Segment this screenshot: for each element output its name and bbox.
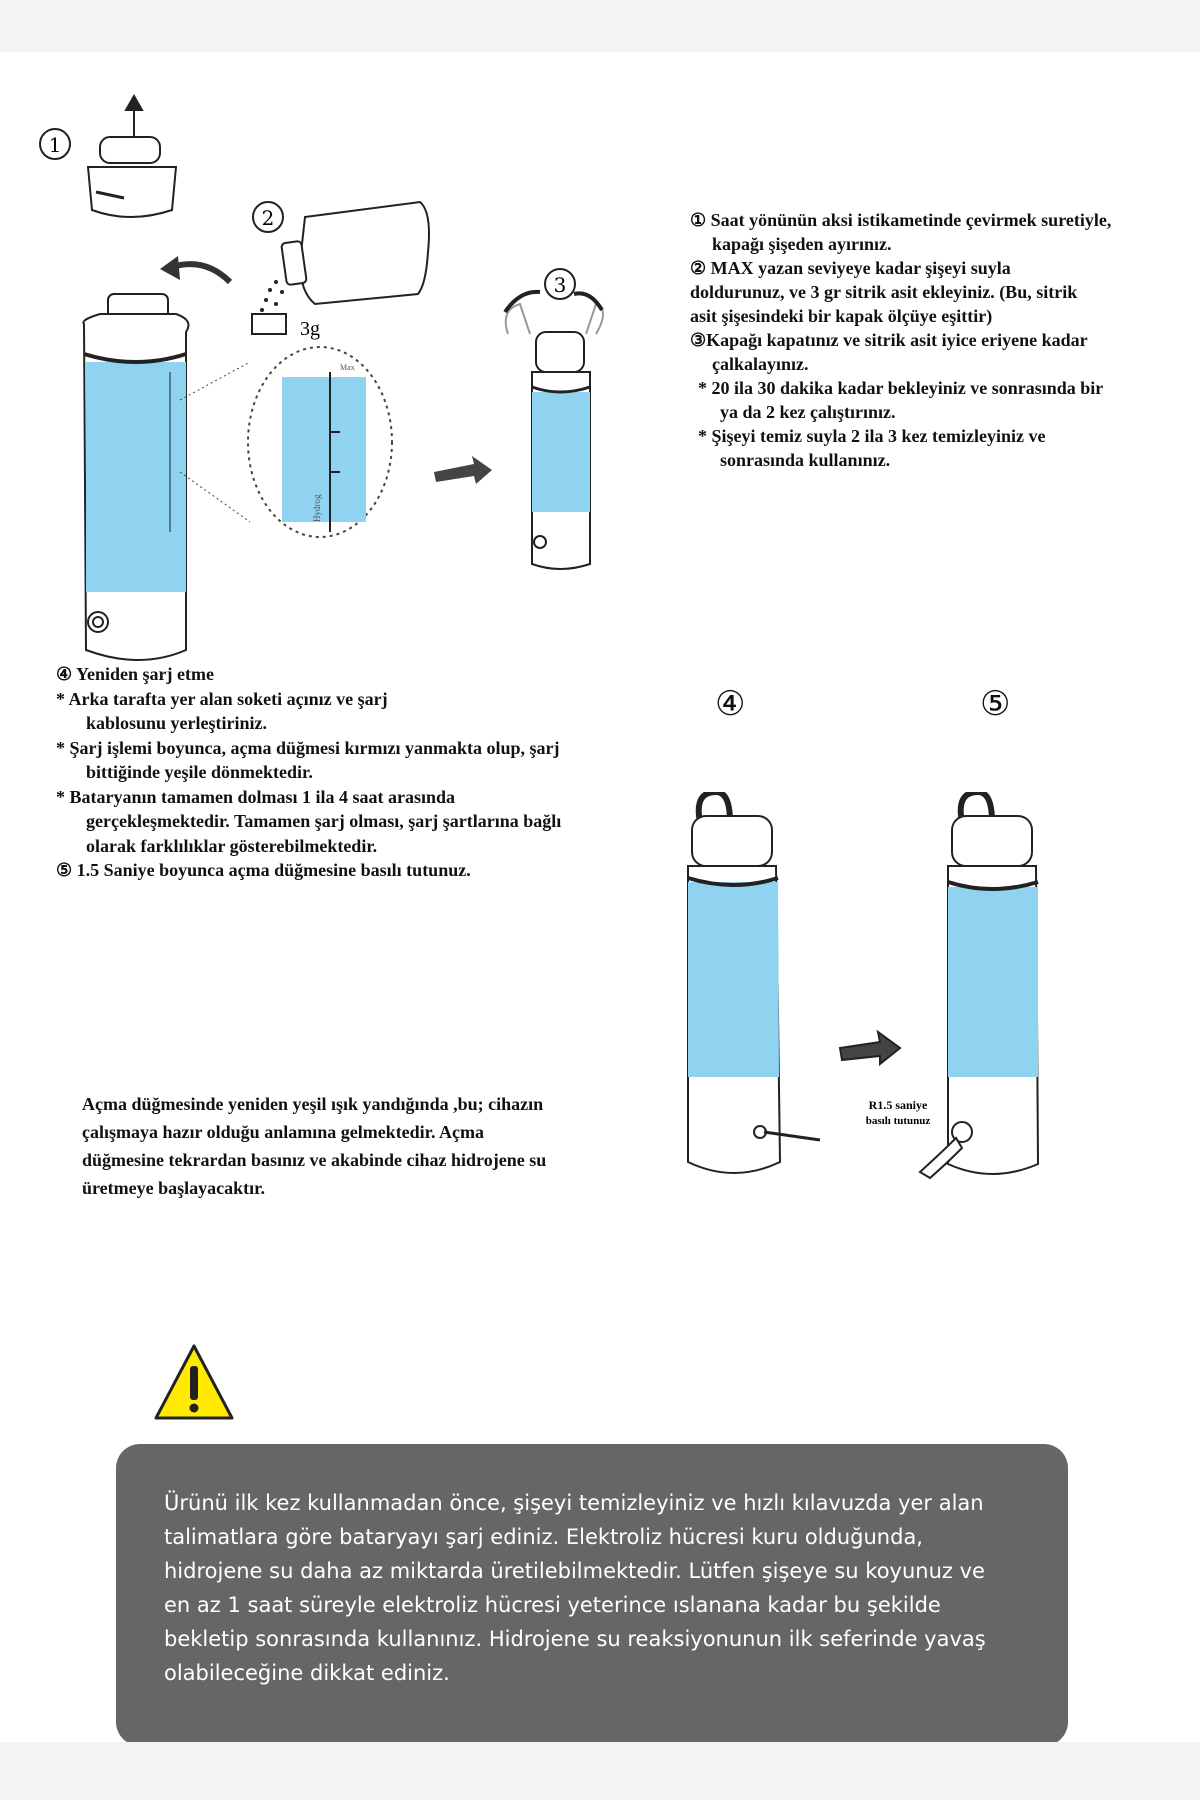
step-5-marker: ⑤ (980, 684, 1011, 724)
bottle-large-icon (83, 294, 188, 660)
cleaning-steps-illustration (0, 52, 680, 662)
instruction-line: asit şişesindeki bir kapak ölçüye eşittir) (690, 306, 993, 326)
warning-line: bekletip sonrasında kullanınız. Hidrojene su reaksiyonunun ilk seferinde yavaş (164, 1627, 986, 1651)
instruction-line: çalkalayınız. (712, 354, 809, 374)
charging-line: * Şarj işlemi boyunca, açma düğmesi kırmızı yanmakta olup, şarj (56, 737, 560, 758)
warning-line: olabileceğine dikkat ediniz. (164, 1661, 450, 1685)
cap-icon (88, 96, 176, 217)
charging-line: ④ Yeniden şarj etme (56, 664, 214, 684)
step-4-marker: ④ (715, 684, 746, 724)
water-level-zoom (282, 377, 366, 522)
warning-line: hidrojene su daha az miktarda üretilebilmektedir. Lütfen şişeye su koyunuz ve (164, 1559, 985, 1583)
instruction-line: ya da 2 kez çalıştırınız. (720, 402, 896, 422)
warning-box (116, 1444, 1068, 1746)
ready-line: Açma düğmesinde yeniden yeşil ışık yandığında ,bu; cihazın (82, 1094, 544, 1114)
charging-line: ⑤ 1.5 Saniye boyunca açma düğmesine basılı tutunuz. (56, 860, 471, 880)
manual-page (0, 52, 1200, 1742)
ready-line: üretmeye başlayacaktır. (82, 1178, 265, 1198)
charging-line: * Arka tarafta yer alan soketi açınız ve şarj (56, 688, 388, 709)
instruction-line: ② MAX yazan seviyeye kadar şişeyi suyla (690, 258, 1011, 278)
instruction-line: ③Kapağı kapatınız ve sitrik asit iyice eriyene kadar (690, 330, 1088, 350)
instructions-right (690, 208, 1190, 472)
arrow-right-icon (434, 456, 492, 484)
warning-line: Ürünü ilk kez kullanmadan önce, şişeyi temizleyiniz ve hızlı kılavuzda yer alan (164, 1491, 984, 1515)
warning-line: en az 1 saat süreyle elektroliz hücresi yeterince ıslanana kadar bu şekilde (164, 1593, 941, 1617)
scale-max-label: Max (340, 363, 355, 372)
charging-line: olarak farklılıklar gösterebilmektedir. (86, 835, 378, 856)
page-footer-gap (0, 1742, 1200, 1800)
charging-line: gerçekleşmektedir. Tamamen şarj olması, şarj şartlarına bağlı (86, 811, 562, 831)
dose-label: 3g (300, 318, 320, 340)
instruction-line: doldurunuz, ve 3 gr sitrik asit ekleyiniz. (Bu, sitrik (690, 282, 1078, 302)
instruction-line: * 20 ila 30 dakika kadar bekleyiniz ve sonrasında bir (698, 378, 1104, 398)
scale-hydro-label: Hydrog (312, 494, 322, 522)
charging-line: kablosunu yerleştiriniz. (86, 713, 268, 733)
step-3-marker: 3 (553, 273, 567, 297)
press-label-line-2: basılı tutunuz (865, 1115, 931, 1127)
charging-instructions (56, 662, 696, 883)
shaking-bottle-icon (505, 292, 603, 569)
step-1-marker: 1 (48, 133, 62, 157)
ready-paragraph (82, 1090, 682, 1202)
charging-line: bittiğinde yeşile dönmektedir. (86, 762, 313, 782)
warning-text (164, 1486, 1044, 1690)
instruction-line: * Şişeyi temiz suyla 2 ila 3 kez temizleyiniz ve (698, 426, 1046, 446)
instruction-line: ① Saat yönünün aksi istikametinde çevirmek suretiyle, (690, 210, 1112, 230)
instruction-line: kapağı şişeden ayırınız. (712, 234, 892, 254)
warning-line: talimatlara göre bataryayı şarj ediniz. Elektroliz hücresi kuru olduğunda, (164, 1525, 923, 1549)
ready-line: düğmesine tekrardan basınız ve akabinde cihaz hidrojene su (82, 1150, 547, 1170)
measuring-cap-icon (252, 314, 286, 334)
warning-triangle-icon (152, 1342, 236, 1422)
step-2-marker: 2 (261, 206, 275, 230)
charging-line: * Bataryanın tamamen dolması 1 ila 4 saat arasında (56, 786, 456, 807)
instruction-line: sonrasında kullanınız. (720, 450, 891, 470)
ready-line: çalışmaya hazır olduğu anlamına gelmektedir. Açma (82, 1122, 485, 1142)
press-label-line-1: R1.5 saniye (868, 1098, 928, 1112)
citric-acid-bottle-icon (281, 202, 429, 304)
charging-illustration (680, 792, 1080, 1212)
